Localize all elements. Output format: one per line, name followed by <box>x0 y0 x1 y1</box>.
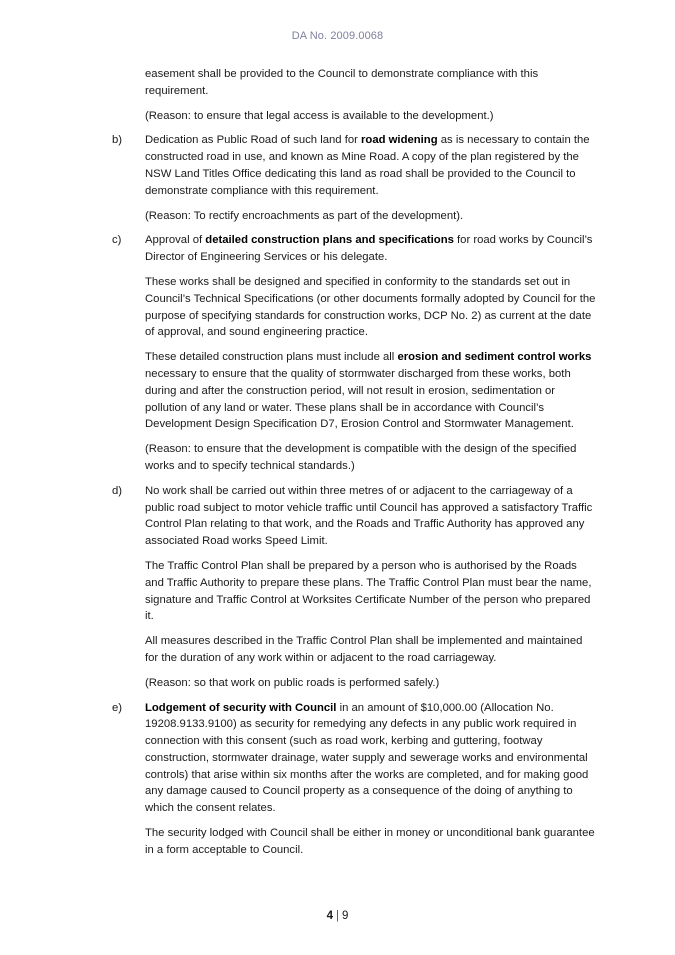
condition-item-d <box>112 483 596 692</box>
condition-item-e <box>112 700 596 859</box>
item-letter: d) <box>112 484 123 497</box>
item-c-reason: (Reason: to ensure that the development is compatible with the design of the specified works and to specify technical standards.) <box>145 443 577 472</box>
item-c-paragraph-1: Approval of detailed construction plans and specifications for road works by Council’s Director of Engineering Services or his delegate. <box>145 234 593 264</box>
item-c-paragraph-3: These detailed construction plans must include all erosion and sediment control works necessary to ensure that the quality of stormwater discharged from these works, both during and after the construction period, will not result in erosion, sedimentation or pollution of any land or water. These plans shall be in accordance with Council’s Development Design Specification D7, Erosion Control and Stormwater Management. <box>145 351 592 431</box>
current-page-number: 4 <box>326 910 333 922</box>
item-b-paragraph-1: Dedication as Public Road of such land for road widening as is necessary to contain the constructed road in use, and known as Mine Road. A copy of the plan registered by the NSW Land Titles Office dedicating this land as road shall be provided to the Council to demonstrate compliance with this requirement. <box>145 134 590 197</box>
document-body <box>112 66 596 867</box>
page-number-footer <box>0 910 675 922</box>
item-e-paragraph-1: Lodgement of security with Council in an amount of $10,000.00 (Allocation No. 19208.9133.9100) as security for remedying any defects in any public work required in connection with this consent (such as road work, kerbing and guttering, footway construction, stormwater drainage, water supply and sewerage works and environmental controls) that arise within six months after the works are completed, and for making good any damage caused to Council property as a consequence of the doing of anything to which the consent relates. <box>145 701 589 815</box>
item-e-paragraph-2: The security lodged with Council shall be either in money or unconditional bank guarantee in a form acceptable to Council. <box>145 827 595 856</box>
continuation-text: easement shall be provided to the Council to demonstrate compliance with this requirement. <box>145 68 539 97</box>
condition-item-b <box>112 132 596 224</box>
da-number-header: DA No. 2009.0068 <box>291 30 384 42</box>
item-letter: e) <box>112 701 123 714</box>
item-letter: b) <box>112 134 123 147</box>
item-d-paragraph-1: No work shall be carried out within three metres of or adjacent to the carriageway of a public road subject to motor vehicle traffic until Council has approved a satisfactory Traffic Control Plan relating to that work, and the Roads and Traffic Authority has approved any associated Road works Speed Limit. <box>145 484 593 548</box>
item-letter: c) <box>112 234 122 247</box>
total-page-count: 9 <box>342 910 349 922</box>
item-d-reason: (Reason: so that work on public roads is performed safely.) <box>145 676 440 689</box>
page-separator: | <box>336 910 339 922</box>
continuation-reason: (Reason: to ensure that legal access is available to the development.) <box>145 109 494 122</box>
item-c-paragraph-2: These works shall be designed and specified in conformity to the standards set out in Council’s Technical Specifications (or other documents formally adopted by Council for the purpose of specifying standards for construction works, DCP No. 2) as current at the date of approval, and sound engineering practice. <box>145 275 596 339</box>
condition-item-c <box>112 232 596 474</box>
item-b-reason: (Reason: To rectify encroachments as part of the development). <box>145 209 464 222</box>
item-d-paragraph-3: All measures described in the Traffic Control Plan shall be implemented and maintained for the duration of any work within or adjacent to the road carriageway. <box>145 635 583 664</box>
item-d-paragraph-2: The Traffic Control Plan shall be prepared by a person who is authorised by the Roads and Traffic Authority to prepare these plans. The Traffic Control Plan must bear the name, signature and Traffic Control at Worksites Certificate Number of the person who prepared it. <box>145 559 592 623</box>
